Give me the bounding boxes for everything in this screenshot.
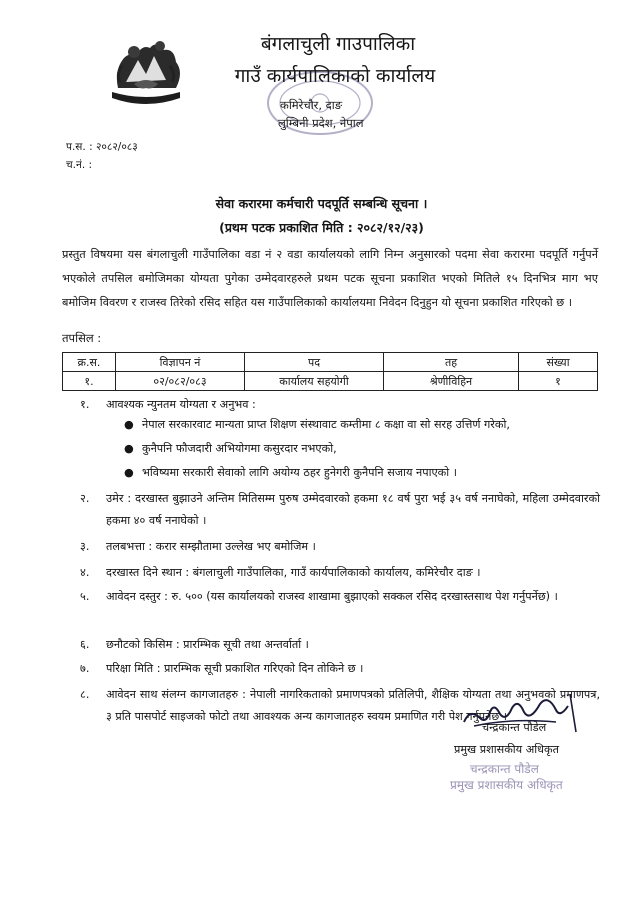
office-province: लुम्बिनी प्रदेश, नेपाल: [278, 116, 364, 130]
notice-title: सेवा करारमा कर्मचारी पदपूर्ति सम्बन्धि सूचना ।: [215, 196, 428, 211]
signatory-title: प्रमुख प्रशासकीय अधिकृत: [454, 743, 560, 756]
item-number: २.: [80, 492, 90, 505]
item-text: उमेर : दरखास्त बुझाउने अन्तिम मितिसम्म पुरुष उम्मेदवारको हकमा १८ वर्ष पुरा भई ३५ वर्ष ननाघेको, महिला उम्मेदवारको हकमा ४० वर्ष ननाघेको ।: [106, 492, 600, 527]
notice-published-date: (प्रथम पटक प्रकाशित मिति : २०८२/१२/२३): [219, 220, 424, 235]
letter-number: प.स. : २०८२/०८३: [66, 141, 138, 153]
item-text: दरखास्त दिने स्थान : बंगलाचुली गाउँपालिका, गाउँ कार्यपालिकाको कार्यालय, कमिरेचौर दाङ ।: [106, 566, 481, 579]
item-text: परिक्षा मिति : प्रारम्भिक सूची प्रकाशित गरिएको दिन तोकिने छ ।: [106, 662, 364, 675]
stamp-name: चन्द्रकान्त पौडेल: [470, 762, 539, 776]
item-number: १.: [80, 398, 90, 411]
item-number: ४.: [80, 566, 90, 579]
bullet-text: कुनैपनि फौजदारी अभियोगमा कसुरदार नभएको,: [142, 442, 337, 455]
notice-intro-paragraph: प्रस्तुत विषयमा यस बंगलाचुली गाउँपालिका वडा नं २ वडा कार्यालयको लागि निम्न अनुसारको पदमा सेवा करारमा पदपूर्ति गर्नुपर्ने भएकोले तपसिल बमोजिमका योग्यता पुगेका उम्मेदवारहरुले प्रथम पटक सूचना प्रकाशित भएको मितिले १५ दिनभित्र माग भए बमोजिम विवरण र राजस्व तिरेको रसिद सहित यस गाउँपालिकाको कार्यालयमा निवेदन दिनुहुन यो सूचना प्रकाशित गरिएको छ ।: [62, 248, 598, 309]
col-serial: क्र.स.: [63, 353, 116, 372]
bullet-text: नेपाल सरकारवाट मान्यता प्राप्त शिक्षण संस्थावाट कम्तीमा ८ कक्षा वा सो सरह उत्तिर्ण गरेको,: [142, 418, 510, 431]
col-count: संख्या: [519, 353, 598, 372]
details-label: तपसिल :: [62, 331, 102, 345]
item-number: ८.: [80, 688, 90, 701]
bullet-icon: ●: [124, 466, 134, 479]
cell-level: श्रेणीविहिन: [384, 372, 519, 391]
item-number: ६.: [80, 638, 90, 651]
vacancy-table: [62, 352, 598, 391]
item-text: तलबभत्ता : करार सम्झौतामा उल्लेख भए बमोजिम ।: [106, 540, 316, 553]
office-address: कमिरेचौर, दाङ: [280, 98, 343, 112]
table-row: [63, 372, 598, 391]
item-text: आवेदन दस्तुर : रु. ५०० (यस कार्यालयको राजस्व शाखामा बुझाएको सक्कल रसिद दरखास्तसाथ पेश गर्नुपर्नेछ) ।: [106, 590, 558, 603]
cell-count: १: [519, 372, 598, 391]
nepal-emblem-icon: [104, 30, 188, 114]
cell-post: कार्यालय सहयोगी: [245, 372, 384, 391]
item-number: ७.: [80, 662, 90, 675]
cell-advert-no: ०२/०८२/०८३: [116, 372, 245, 391]
col-post: पद: [245, 353, 384, 372]
stamp-title: प्रमुख प्रशासकीय अधिकृत: [450, 778, 563, 792]
table-header-row: [63, 353, 598, 372]
office-name: बंगलाचुली गाउपालिका: [260, 33, 416, 55]
item-number: ५.: [80, 590, 90, 603]
col-advert-no: विज्ञापन नं: [116, 353, 245, 372]
col-level: तह: [384, 353, 519, 372]
item-text: आवश्यक न्युनतम योग्यता र अनुभव :: [106, 398, 256, 411]
signatory-name: चन्द्रकान्त पौडेल: [482, 721, 547, 734]
bullet-text: भविष्यमा सरकारी सेवाको लागि अयोग्य ठहर हुनेगरी कुनैपनि सजाय नपाएको ।: [142, 466, 457, 479]
bullet-icon: ●: [124, 442, 134, 455]
bullet-icon: ●: [124, 418, 134, 431]
dispatch-number: च.नं. :: [66, 159, 93, 171]
cell-serial: १.: [63, 372, 116, 391]
item-text: आवेदन साथ संलग्न कागजातहरु : नेपाली नागरिकताको प्रमाणपत्रको प्रतिलिपी, शैक्षिक योग्यता तथा अनुभवको प्रमाणपत्र, ३ प्रति पासपोर्ट साइजको फोटो तथा आवश्यक अन्य कागजातहरु स्वयम प्रमाणित गरी पेश गर्नुपर्नेछ ।: [106, 688, 600, 723]
item-number: ३.: [80, 540, 90, 553]
item-text: छनौटको किसिम : प्रारम्भिक सूची तथा अन्तर्वार्ता ।: [106, 638, 309, 651]
office-subtitle: गाउँ कार्यपालिकाको कार्यालय: [234, 65, 436, 87]
